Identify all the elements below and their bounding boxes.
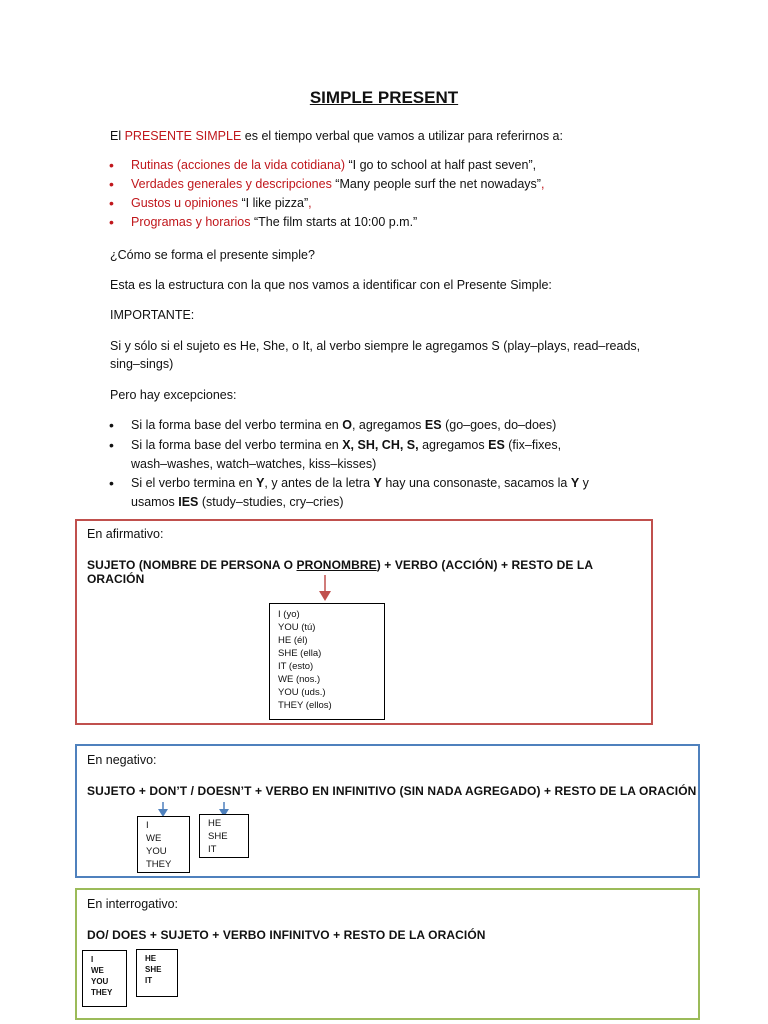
pronoun-item: SHE (ella) xyxy=(278,648,322,659)
exception-bold: ES xyxy=(488,438,505,452)
exception-text: hay una consonaste, sacamos la xyxy=(381,476,571,490)
formula-part: SUJETO (NOMBRE DE PERSONA O xyxy=(87,558,297,572)
use-label: Verdades generales y descripciones xyxy=(131,177,332,191)
formula-part: ) + VERBO (ACCIÓN) + RESTO DE LA ORACIÓN xyxy=(87,558,593,586)
pronoun-item: WE (nos.) xyxy=(278,674,321,685)
pronoun-item: I xyxy=(91,955,94,964)
bullet-icon: • xyxy=(109,417,114,433)
pronoun-item: IT xyxy=(208,844,217,855)
bullet-icon: • xyxy=(109,437,114,453)
interrogative-label: En interrogativo: xyxy=(87,897,179,911)
bullet-icon: • xyxy=(109,195,114,211)
interrogative-formula: DO/ DOES + SUJETO + VERBO INFINITVO + RESTO DE LA ORACIÓN xyxy=(87,928,486,942)
negative-label: En negativo: xyxy=(87,753,157,767)
exception-bold: ES xyxy=(424,418,442,432)
bullet-icon: • xyxy=(109,157,114,173)
exceptions-intro: Pero hay excepciones: xyxy=(110,388,237,402)
negative-formula: SUJETO + DON’T / DOESN’T + VERBO EN INFINITIVO (SIN NADA AGREGADO) + RESTO DE LA ORACIÓN xyxy=(87,784,697,798)
pronoun-item: YOU xyxy=(91,977,109,986)
pronoun-item: YOU xyxy=(146,846,167,857)
rule-line: Si y sólo si el sujeto es He, She, o It, al verbo siempre le agregamos S (play–plays, read–reads, xyxy=(110,339,641,353)
important-heading: IMPORTANTE: xyxy=(110,308,195,322)
pronoun-item: WE xyxy=(146,833,162,844)
pronoun-item: THEY (ellos) xyxy=(278,700,332,711)
exception-text: y xyxy=(579,476,589,490)
use-item xyxy=(109,194,312,213)
pronoun-list-box xyxy=(269,603,385,720)
exception-bold: O xyxy=(342,418,352,432)
exception-text: Si el verbo termina en xyxy=(131,476,257,490)
question-heading: ¿Cómo se forma el presente simple? xyxy=(110,248,315,262)
pronoun-item: IT (esto) xyxy=(278,661,314,672)
pronoun-item: SHE xyxy=(145,965,162,974)
affirmative-box xyxy=(75,519,653,725)
pronoun-item: THEY xyxy=(91,988,113,997)
exception-text: , y antes de la letra xyxy=(264,476,374,490)
use-item xyxy=(109,156,537,175)
exception-text: Si la forma base del verbo termina en xyxy=(131,418,343,432)
affirmative-label: En afirmativo: xyxy=(87,527,164,541)
intro-highlight: PRESENTE SIMPLE xyxy=(124,129,242,143)
use-label: Programas y horarios xyxy=(131,215,251,229)
use-end: , xyxy=(532,158,537,172)
use-end: , xyxy=(308,196,312,210)
affirmative-arrow-icon xyxy=(77,521,78,522)
exception-text: (go–goes, do–does) xyxy=(441,418,557,432)
bullet-icon: • xyxy=(109,176,114,192)
exception-continuation: wash–washes, watch–watches, kiss–kisses) xyxy=(131,457,377,471)
use-end: , xyxy=(540,177,545,191)
use-label: Rutinas (acciones de la vida cotidiana) xyxy=(131,158,346,172)
exception-bold: Y xyxy=(570,476,580,490)
exception-bold: X, SH, CH, S, xyxy=(342,438,419,452)
intro-prefix: El xyxy=(110,129,125,143)
pronoun-item: I xyxy=(146,820,149,831)
interrogative-box xyxy=(75,888,700,1020)
exception-bold: Y xyxy=(256,476,265,490)
negative-arrows-icon xyxy=(77,746,78,747)
formula-pronoun: PRONOMBRE xyxy=(296,558,377,572)
pronoun-item: I (yo) xyxy=(278,609,300,620)
exception-item xyxy=(109,474,589,493)
exception-continuation xyxy=(131,493,344,512)
interrogative-singular-box xyxy=(136,949,178,997)
affirmative-formula xyxy=(87,558,651,586)
exception-item xyxy=(109,416,557,435)
pronoun-item: HE (él) xyxy=(278,635,308,646)
pronoun-item: WE xyxy=(91,966,104,975)
intro-suffix: es el tiempo verbal que vamos a utilizar para referirnos a: xyxy=(241,129,563,143)
use-example: “I go to school at half past seven” xyxy=(345,158,533,172)
rule-line-2: sing–sings) xyxy=(110,357,174,371)
pronoun-item: YOU (uds.) xyxy=(278,687,326,698)
intro-paragraph xyxy=(110,127,563,145)
exception-bold: IES xyxy=(178,495,199,509)
interrogative-plural-box xyxy=(82,950,127,1007)
use-example: “I like pizza” xyxy=(238,196,309,210)
pronoun-item: YOU (tú) xyxy=(278,622,316,633)
pronoun-item: IT xyxy=(145,976,153,985)
exception-text: (study–studies, cry–cries) xyxy=(198,495,344,509)
pronoun-item: HE xyxy=(208,818,222,829)
structure-intro: Esta es la estructura con la que nos vamos a identificar con el Presente Simple: xyxy=(110,278,552,292)
negative-plural-box xyxy=(137,816,190,873)
exception-item xyxy=(109,436,562,455)
exception-text: agregamos xyxy=(418,438,489,452)
exception-text: usamos xyxy=(131,495,179,509)
exception-text: Si la forma base del verbo termina en xyxy=(131,438,343,452)
use-item xyxy=(109,213,418,232)
negative-singular-box xyxy=(199,814,249,858)
bullet-icon: • xyxy=(109,214,114,230)
use-example: “The film starts at 10:00 p.m.” xyxy=(250,215,418,229)
use-item xyxy=(109,175,545,194)
page-title: SIMPLE PRESENT xyxy=(309,88,459,107)
exception-text: (fix–fixes, xyxy=(504,438,562,452)
negative-box xyxy=(75,744,700,878)
pronoun-item: HE xyxy=(145,954,157,963)
pronoun-item: THEY xyxy=(146,859,172,870)
use-label: Gustos u opiniones xyxy=(131,196,239,210)
use-example: “Many people surf the net nowadays” xyxy=(331,177,541,191)
pronoun-item: SHE xyxy=(208,831,228,842)
bullet-icon: • xyxy=(109,475,114,491)
exception-bold: Y xyxy=(373,476,382,490)
exception-text: , agregamos xyxy=(351,418,425,432)
